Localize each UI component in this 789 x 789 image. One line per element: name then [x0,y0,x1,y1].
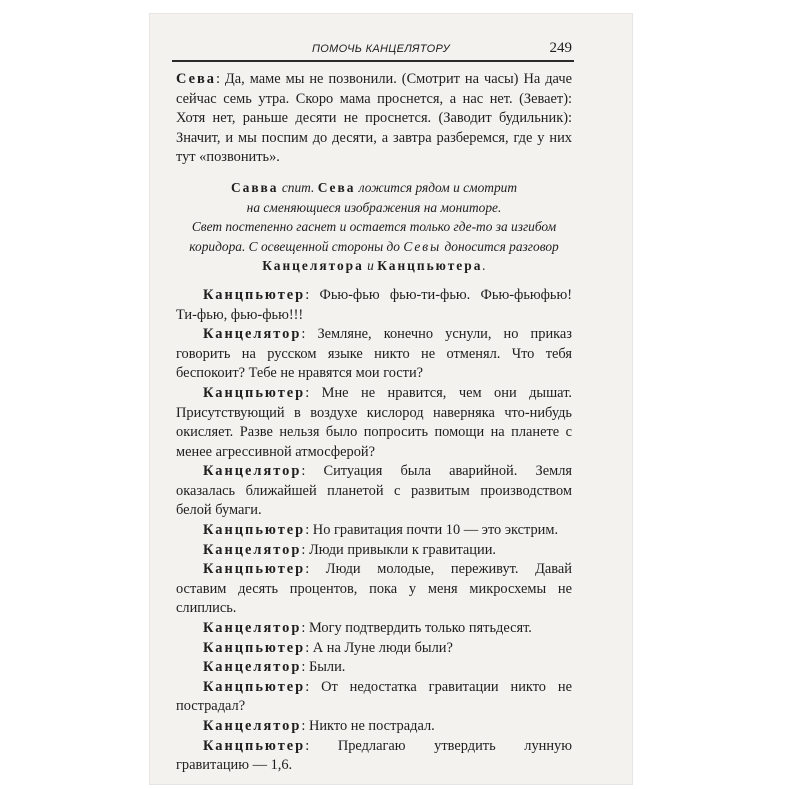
dialogue-paragraph [176,70,572,168]
stage-character: Сева [317,179,356,195]
dialogue-paragraph [176,286,572,325]
speaker-name: Канцпьютер [203,639,306,656]
stage-line: Савва спит. Сева ложится рядом и смотрит [230,179,518,195]
speaker-name: Сева [176,71,216,87]
dialogue-line: : Люди молодые, переживут. Давай оставим десять процентов, пока у меня микросхемы не слиплись. [176,561,572,617]
speaker-name: Канцелятор [203,541,302,558]
dialogue-paragraph [176,384,572,462]
header-rule [172,60,574,62]
dialogue-line: : Были. [301,659,346,676]
dialogue-paragraph [176,737,572,776]
speaker-name: Канцпьютер [203,522,306,539]
dialogue-paragraph [176,521,572,541]
speaker-name: Канцелятор [203,326,302,343]
speaker-name: Канцелятор [203,463,302,480]
stage-character: Канцелятора [262,258,364,274]
dialogue-paragraph [176,639,572,659]
speaker-name: Канцпьютер [203,678,306,695]
stage-line: коридора. С освещенной стороны до Севы доносится разговор [189,238,559,254]
speaker-name: Канцелятор [203,659,302,676]
dialogue-line: : Люди привыкли к гравитации. [301,541,497,558]
body-text [176,70,572,776]
page-number: 249 [549,40,572,56]
stage-character: Канцпьютера [377,258,483,274]
speaker-name: Канцпьютер [203,561,306,578]
dialogue-paragraph [176,658,572,678]
stage-character: Савва [230,179,279,195]
dialogue-line: : А на Луне люди были? [305,639,453,656]
speaker-name: Канцпьютер [203,737,306,754]
stage-line: Канцелятора и Канцпьютера. [262,258,486,274]
dialogue-line: : Да, маме мы не позвонили. (Смотрит на часы) На даче сейчас семь утра. Скоро мама проснется, а нас нет. (Зевает): Хотя нет, раньше десяти не проснется. (Заводит будильник): Значит, и мы поспим до десяти, а завтра разберемся, где у них тут «позвонить». [176,71,572,166]
speaker-name: Канцпьютер [203,286,306,303]
dialogue-paragraph [176,717,572,737]
dialogue-line: : Фью-фью фью-ти-фью. Фью-фьюфью! Ти-фью, фью-фью!!! [176,286,572,323]
dialogue-paragraph [176,619,572,639]
stage-line: на сменяющиеся изображения на мониторе. [246,199,502,215]
dialogue-line: : Могу подтвердить только пятьдесят. [301,620,532,637]
dialogue-line: : Мне не нравится, чем они дышат. Присутствующий в воздухе кислород наверняка что-нибудь окисляет. Разве нельзя было попросить помощи на планете с менее агрессивной атмосферой? [176,384,572,460]
dialogue-paragraph [176,462,572,521]
dialogue-line: : Земляне, конечно уснули, но приказ говорить на русском языке никто не отменял. Что тебя беспокоит? Тебе не нравятся мои гости? [176,326,572,382]
speaker-name: Канцелятор [203,718,302,734]
dialogue-line: : Ситуация была аварийной. Земля оказалась ближайшей планетой с развитым производством белой бумаги. [176,463,572,519]
stage-character: Севы [403,238,442,254]
running-title: ПОМОЧЬ КАНЦЕЛЯТОРУ [312,43,450,55]
dialogue-paragraph [176,560,572,619]
stage-direction [182,178,566,276]
speaker-name: Канцпьютер [203,384,306,401]
dialogue-paragraph [176,541,572,561]
dialogue-paragraph [176,325,572,384]
dialogue-paragraph [176,678,572,717]
dialogue-line: : Никто не пострадал. [301,718,435,734]
stage-line: Свет постепенно гаснет и остается только где-то за изгибом [191,219,557,235]
dialogue-line: : От недостатка гравитации никто не пострадал? [176,678,572,715]
dialogue-line: : Предлагаю утвердить лунную гравитацию — 1,6. [176,737,572,774]
speaker-name: Канцелятор [203,620,302,637]
dialogue-line: : Но гравитация почти 10 — это экстрим. [305,522,559,539]
